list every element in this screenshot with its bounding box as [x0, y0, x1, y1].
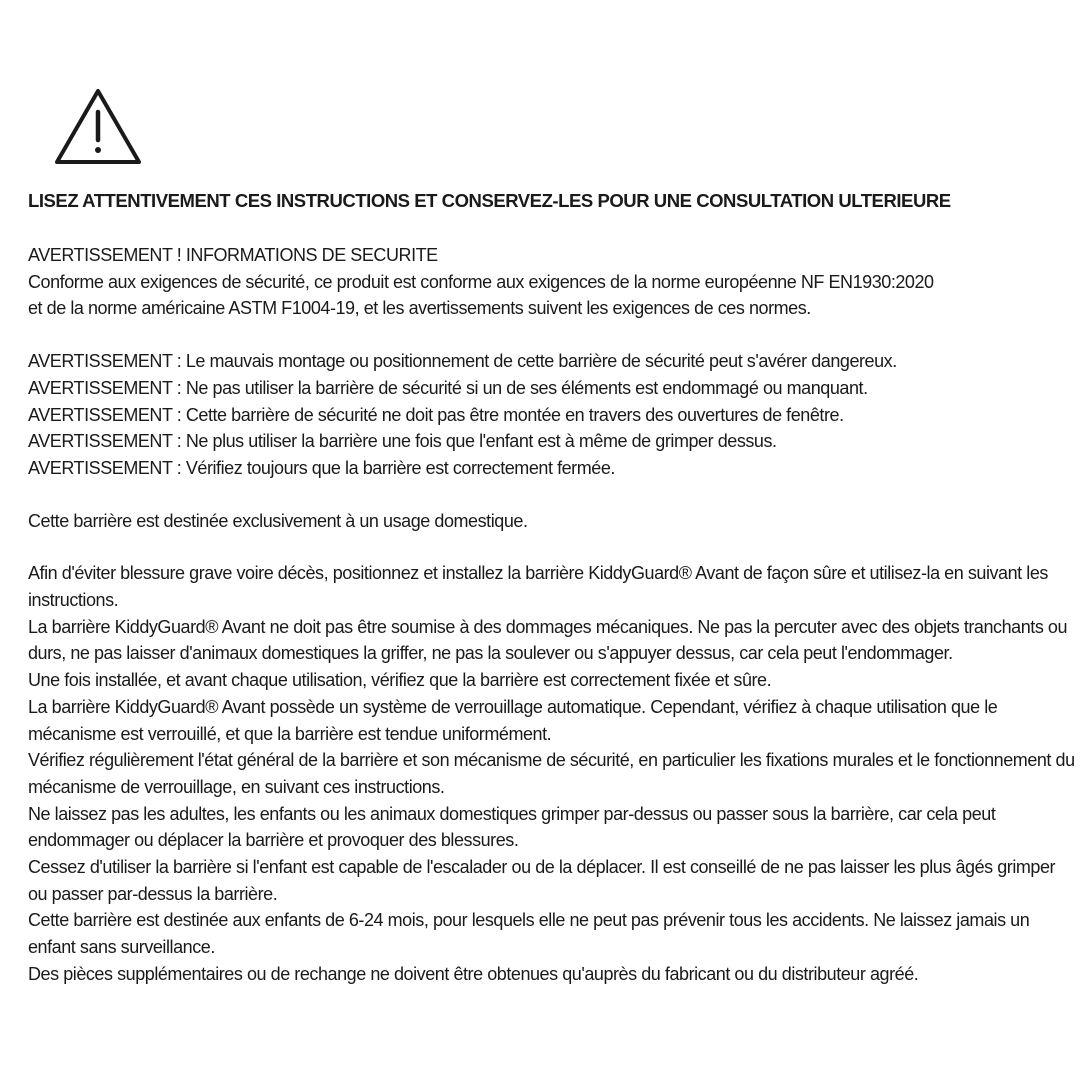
safety-document — [28, 186, 1076, 988]
domestic-use-note — [28, 508, 1076, 535]
safety-intro-title: AVERTISSEMENT ! INFORMATIONS DE SECURITE — [28, 245, 438, 265]
warning-item: AVERTISSEMENT : Ne pas utiliser la barrière de sécurité si un de ses éléments est endommagé ou manquant. — [28, 377, 868, 398]
warning-triangle-icon — [52, 86, 144, 168]
instruction-paragraph: Ne laissez pas les adultes, les enfants ou les animaux domestiques grimper par-dessus ou passer sous la barrière, car cela peut endommager ou déplacer la barrière et provoquer des blessures. — [28, 803, 996, 851]
domestic-use-text: Cette barrière est destinée exclusivement à un usage domestique. — [28, 510, 528, 531]
warnings-list — [28, 348, 1076, 482]
instruction-paragraph: Cessez d'utiliser la barrière si l'enfant est capable de l'escalader ou de la déplacer. Il est conseillé de ne pas laisser les plus âgés grimper ou passer par-dessus la barrière. — [28, 857, 1056, 904]
safety-intro — [28, 242, 1076, 322]
safety-intro-line: Conforme aux exigences de sécurité, ce produit est conforme aux exigences de la norme européenne NF EN1930:2020 — [28, 271, 934, 292]
instruction-paragraph: Cette barrière est destinée aux enfants de 6-24 mois, pour lesquels elle ne peut pas prévenir tous les accidents. Ne laissez jamais un enfant sans surveillance. — [28, 910, 1030, 958]
instruction-paragraph: La barrière KiddyGuard® Avant possède un système de verrouillage automatique. Cependant, vérifiez à chaque utilisation que le mécanisme est verrouillé, et que la barrière est tendue uniformément. — [28, 696, 998, 744]
warning-item: AVERTISSEMENT : Cette barrière de sécurité ne doit pas être montée en travers des ouvertures de fenêtre. — [28, 404, 844, 425]
instruction-paragraph: Vérifiez régulièrement l'état général de la barrière et son mécanisme de sécurité, en particulier les fixations murales et le fonctionnement du mécanisme de verrouillage, en suivant ces instructions. — [28, 750, 1075, 797]
warning-item: AVERTISSEMENT : Ne plus utiliser la barrière une fois que l'enfant est à même de grimper dessus. — [28, 431, 777, 452]
instruction-paragraph: Une fois installée, et avant chaque utilisation, vérifiez que la barrière est correctement fixée et sûre. — [28, 670, 772, 691]
instruction-paragraph: Des pièces supplémentaires ou de rechange ne doivent être obtenues qu'auprès du fabricant ou du distributeur agréé. — [28, 963, 919, 984]
instruction-paragraph: La barrière KiddyGuard® Avant ne doit pas être soumise à des dommages mécaniques. Ne pas la percuter avec des objets tranchants ou durs, ne pas laisser d'animaux domestiques la griffer, ne pas la soulever ou s'appuyer dessus, car cela peut l'endommager. — [28, 616, 1068, 664]
warning-item: AVERTISSEMENT : Le mauvais montage ou positionnement de cette barrière de sécurité peut s'avérer dangereux. — [28, 351, 897, 372]
page-title: LISEZ ATTENTIVEMENT CES INSTRUCTIONS ET CONSERVEZ-LES POUR UNE CONSULTATION ULTERIEURE — [28, 190, 951, 211]
instruction-paragraph: Afin d'éviter blessure grave voire décès, positionnez et installez la barrière KiddyGuard® Avant de façon sûre et utilisez-la en suivant les instructions. — [28, 563, 1048, 611]
safety-intro-line: et de la norme américaine ASTM F1004-19, et les avertissements suivent les exigences de ces normes. — [28, 298, 811, 319]
warning-item: AVERTISSEMENT : Vérifiez toujours que la barrière est correctement fermée. — [28, 457, 615, 478]
instructions-list — [28, 560, 1076, 987]
